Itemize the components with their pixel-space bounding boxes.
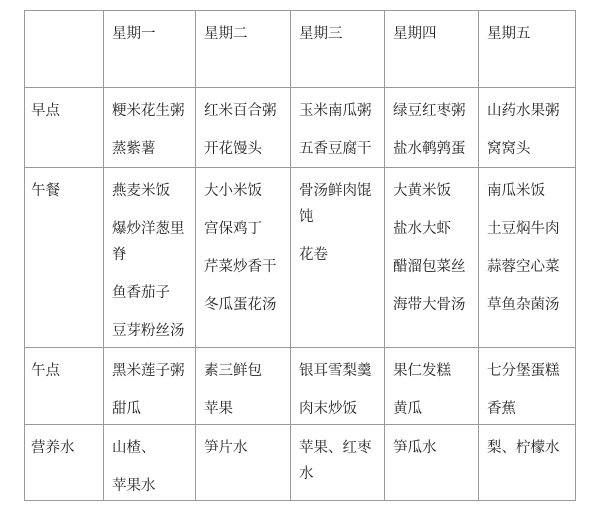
meal-label: 早点 xyxy=(25,88,104,168)
day-header: 星期二 xyxy=(196,11,291,88)
menu-cell xyxy=(479,425,576,501)
meal-row-afternoon-snack xyxy=(25,348,576,425)
menu-item: 花卷 xyxy=(299,247,328,263)
menu-cell xyxy=(291,88,385,168)
menu-cell xyxy=(104,348,196,425)
menu-item: 七分堡蛋糕 xyxy=(487,363,560,379)
meal-row-nutrition-water xyxy=(25,425,576,501)
menu-cell xyxy=(479,168,576,348)
menu-item: 五香豆腐干 xyxy=(299,141,372,157)
menu-cell xyxy=(104,168,196,348)
menu-cell xyxy=(104,88,196,168)
menu-item: 甜瓜 xyxy=(112,401,141,417)
meal-label: 午点 xyxy=(25,348,104,425)
menu-item: 玉米南瓜粥 xyxy=(299,103,372,119)
menu-item: 开花馒头 xyxy=(204,141,262,157)
menu-cell xyxy=(385,348,479,425)
menu-cell xyxy=(196,168,291,348)
menu-cell xyxy=(385,425,479,501)
day-header: 星期三 xyxy=(291,11,385,88)
day-header: 星期四 xyxy=(385,11,479,88)
menu-cell xyxy=(104,425,196,501)
meal-label: 营养水 xyxy=(25,425,104,501)
menu-item: 苹果 xyxy=(204,401,233,417)
menu-cell xyxy=(385,88,479,168)
menu-cell xyxy=(291,348,385,425)
menu-item: 笋瓜水 xyxy=(393,440,437,456)
menu-item: 窝窝头 xyxy=(487,141,531,157)
menu-item: 蒸紫薯 xyxy=(112,141,156,157)
corner-cell xyxy=(25,11,104,88)
menu-item: 山楂、 xyxy=(112,440,156,456)
menu-item: 苹果水 xyxy=(112,478,156,494)
menu-item: 盐水鹌鹑蛋 xyxy=(393,141,466,157)
menu-item: 黑米莲子粥 xyxy=(112,363,185,379)
menu-cell xyxy=(196,425,291,501)
menu-item: 银耳雪梨羹 xyxy=(299,363,372,379)
menu-cell xyxy=(196,348,291,425)
header-row xyxy=(25,11,576,88)
menu-cell xyxy=(291,425,385,501)
menu-item: 芹菜炒香干 xyxy=(204,259,277,275)
meal-label: 午餐 xyxy=(25,168,104,348)
menu-item: 大黄米饭 xyxy=(393,183,451,199)
menu-item: 绿豆红枣粥 xyxy=(393,103,466,119)
menu-cell xyxy=(385,168,479,348)
menu-item: 海带大骨汤 xyxy=(393,297,466,313)
menu-cell xyxy=(196,88,291,168)
meal-row-lunch xyxy=(25,168,576,348)
day-header: 星期一 xyxy=(104,11,196,88)
menu-item: 黄瓜 xyxy=(393,401,422,417)
menu-item: 肉末炒饭 xyxy=(299,401,357,417)
menu-item: 爆炒洋葱里脊 xyxy=(112,221,185,263)
menu-item: 粳米花生粥 xyxy=(112,103,185,119)
menu-item: 醋溜包菜丝 xyxy=(393,259,466,275)
menu-item: 素三鲜包 xyxy=(204,363,262,379)
menu-cell xyxy=(291,168,385,348)
menu-cell xyxy=(479,88,576,168)
day-header: 星期五 xyxy=(479,11,576,88)
menu-item: 香蕉 xyxy=(487,401,516,417)
menu-item: 土豆焖牛肉 xyxy=(487,221,560,237)
menu-item: 红米百合粥 xyxy=(204,103,277,119)
menu-item: 盐水大虾 xyxy=(393,221,451,237)
menu-item: 蒜蓉空心菜 xyxy=(487,259,560,275)
menu-item: 大小米饭 xyxy=(204,183,262,199)
menu-item: 冬瓜蛋花汤 xyxy=(204,297,277,313)
menu-item: 草鱼杂菌汤 xyxy=(487,297,560,313)
menu-item: 豆芽粉丝汤 xyxy=(112,323,185,339)
menu-item: 鱼香茄子 xyxy=(112,285,170,301)
menu-item: 梨、柠檬水 xyxy=(487,440,560,456)
meal-row-breakfast xyxy=(25,88,576,168)
menu-item: 燕麦米饭 xyxy=(112,183,170,199)
menu-item: 宫保鸡丁 xyxy=(204,221,262,237)
menu-item: 笋片水 xyxy=(204,440,248,456)
menu-item: 南瓜米饭 xyxy=(487,183,545,199)
menu-item: 骨汤鲜肉馄饨 xyxy=(299,183,372,225)
menu-item: 山药水果粥 xyxy=(487,103,560,119)
menu-cell xyxy=(479,348,576,425)
weekly-menu-table xyxy=(24,10,576,501)
menu-item: 苹果、红枣水 xyxy=(299,440,372,482)
menu-item: 果仁发糕 xyxy=(393,363,451,379)
